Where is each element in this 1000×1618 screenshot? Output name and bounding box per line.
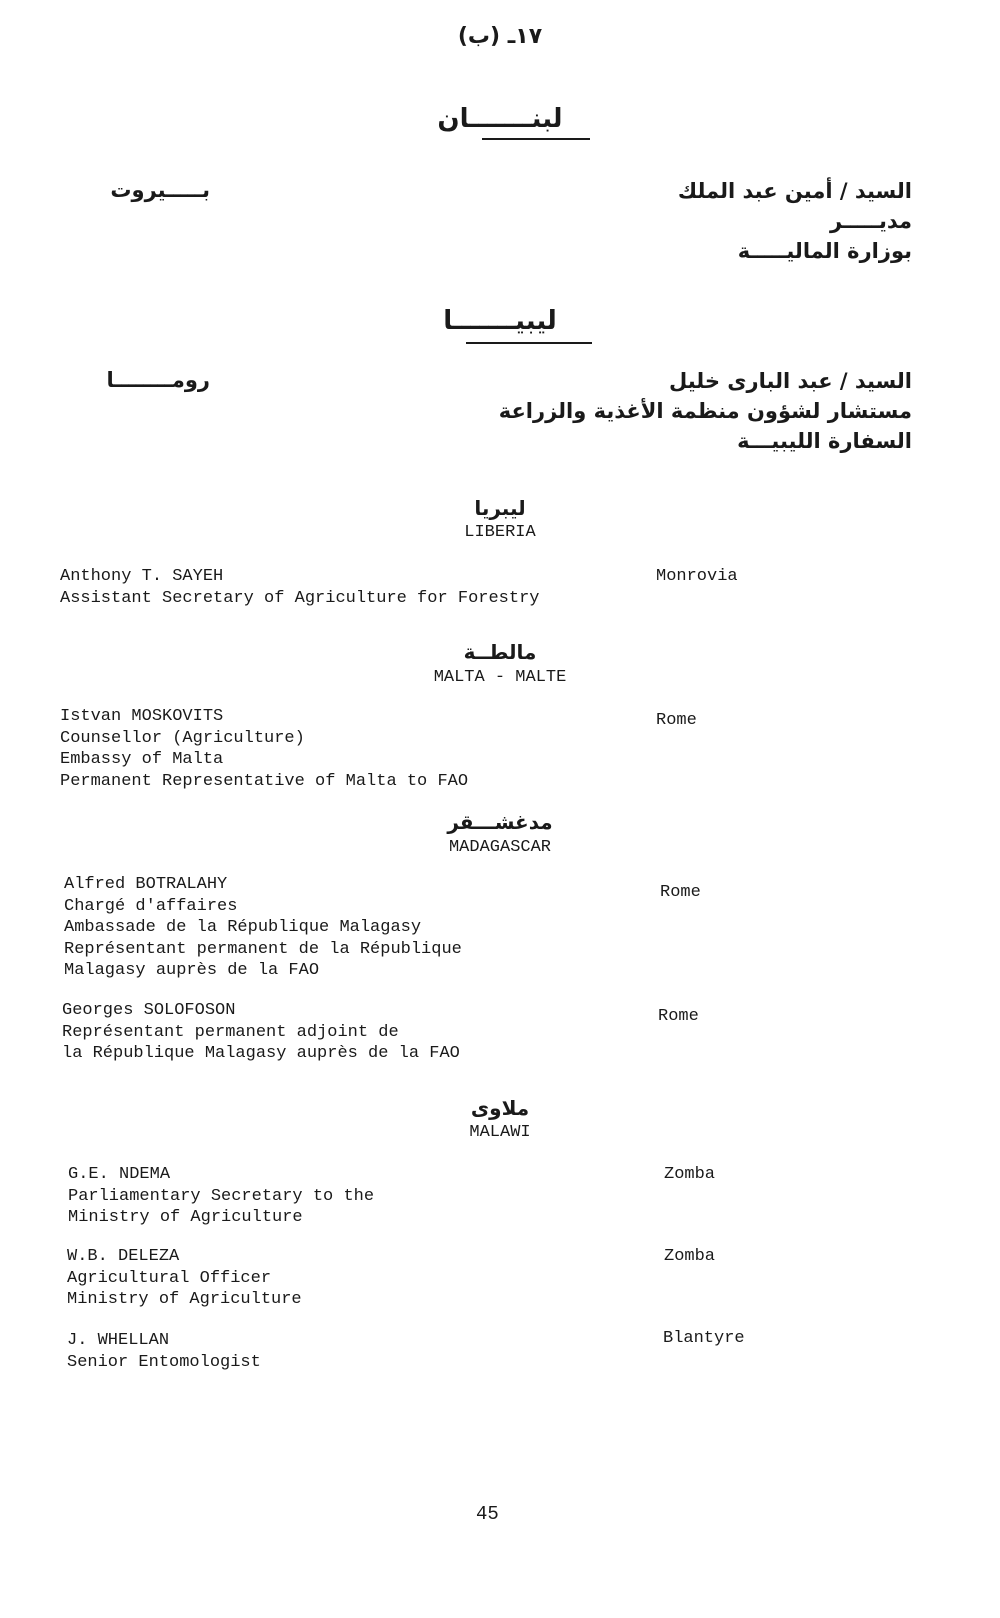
delegate-name: Alfred BOTRALAHY: [64, 875, 228, 894]
delegate-title: Agricultural Officer: [67, 1268, 272, 1288]
delegate-city: Blantyre: [663, 1329, 745, 1348]
delegate-title: Malagasy auprès de la FAO: [64, 961, 320, 980]
section-arabic-name: مدغشـــقر: [447, 810, 553, 834]
delegate-title: Parliamentary Secretary to the: [68, 1186, 375, 1206]
delegate-entry: [60, 566, 539, 609]
page-header: ١٧ـ (ب): [457, 24, 543, 49]
heading-underline: [466, 342, 592, 344]
delegate-city: Zomba: [664, 1165, 716, 1184]
section-arabic-name: ليبريا: [474, 496, 526, 520]
arabic-delegate-line: السيد / أمين عبد الملك: [677, 179, 912, 203]
delegate-title: Ambassade de la République Malagasy: [64, 918, 422, 937]
arabic-delegate-line: مستشار لشؤون منظمة الأغذية والزراعة: [498, 399, 912, 423]
delegate-title: Counsellor (Agriculture): [60, 728, 305, 748]
delegate-city: Monrovia: [656, 567, 738, 586]
delegate-title: Permanent Representative of Malta to FAO: [60, 771, 469, 791]
delegate-title: Ministry of Agriculture: [68, 1208, 303, 1227]
arabic-delegate-block: [532, 176, 912, 266]
arabic-delegate-line: السيد / عبد البارى خليل: [668, 369, 912, 393]
page-number: 45: [476, 1503, 499, 1525]
arabic-city: رومــــــــا: [106, 368, 210, 392]
section-arabic-name: ملاوى: [470, 1096, 530, 1120]
delegate-title: Chargé d'affaires: [64, 896, 238, 916]
heading-underline: [482, 138, 590, 140]
delegate-name: Anthony T. SAYEH: [60, 567, 224, 586]
delegate-name: W.B. DELEZA: [67, 1247, 180, 1266]
arabic-delegate-block: [452, 366, 912, 456]
section-heading-liberia: LIBERIA: [464, 523, 536, 542]
delegate-name: J. WHELLAN: [67, 1331, 170, 1350]
delegate-name: Georges SOLOFOSON: [62, 1001, 236, 1020]
delegate-name: G.E. NDEMA: [68, 1165, 171, 1184]
arabic-city: بـــــيروت: [110, 178, 210, 202]
delegate-title: Représentant permanent adjoint de: [62, 1022, 399, 1042]
delegate-entry: [68, 1164, 374, 1229]
delegate-entry: [62, 1000, 460, 1065]
delegate-city: Rome: [660, 883, 701, 902]
arabic-delegate-line: مديـــــر: [830, 209, 912, 233]
arabic-delegate-line: السفارة الليبيـــة: [737, 429, 912, 453]
section-heading-malawi: MALAWI: [469, 1123, 531, 1142]
delegate-title: Assistant Secretary of Agriculture for Forestry: [60, 588, 540, 608]
delegate-title: Embassy of Malta: [60, 750, 224, 769]
delegate-city: Zomba: [664, 1247, 716, 1266]
delegate-title: la République Malagasy auprès de la FAO: [62, 1044, 460, 1063]
country-heading-libya: ليبيـــــــا: [443, 306, 557, 336]
delegate-title: Ministry of Agriculture: [67, 1290, 302, 1309]
arabic-delegate-line: بوزارة الماليـــــة: [737, 239, 912, 263]
delegate-entry: [67, 1246, 302, 1311]
delegate-name: Istvan MOSKOVITS: [60, 707, 224, 726]
delegate-city: Rome: [656, 711, 697, 730]
delegate-city: Rome: [658, 1007, 699, 1026]
delegate-entry: [64, 874, 462, 982]
country-heading-lebanon: لبنـــــــان: [437, 104, 563, 134]
delegate-title: Senior Entomologist: [67, 1352, 261, 1372]
delegate-entry: [67, 1330, 261, 1373]
delegate-title: Représentant permanent de la République: [64, 939, 462, 959]
section-heading-malta: MALTA - MALTE: [433, 668, 567, 687]
section-heading-madagascar: MADAGASCAR: [448, 838, 552, 857]
section-arabic-name: مالطــة: [463, 640, 537, 664]
delegate-entry: [60, 706, 468, 792]
